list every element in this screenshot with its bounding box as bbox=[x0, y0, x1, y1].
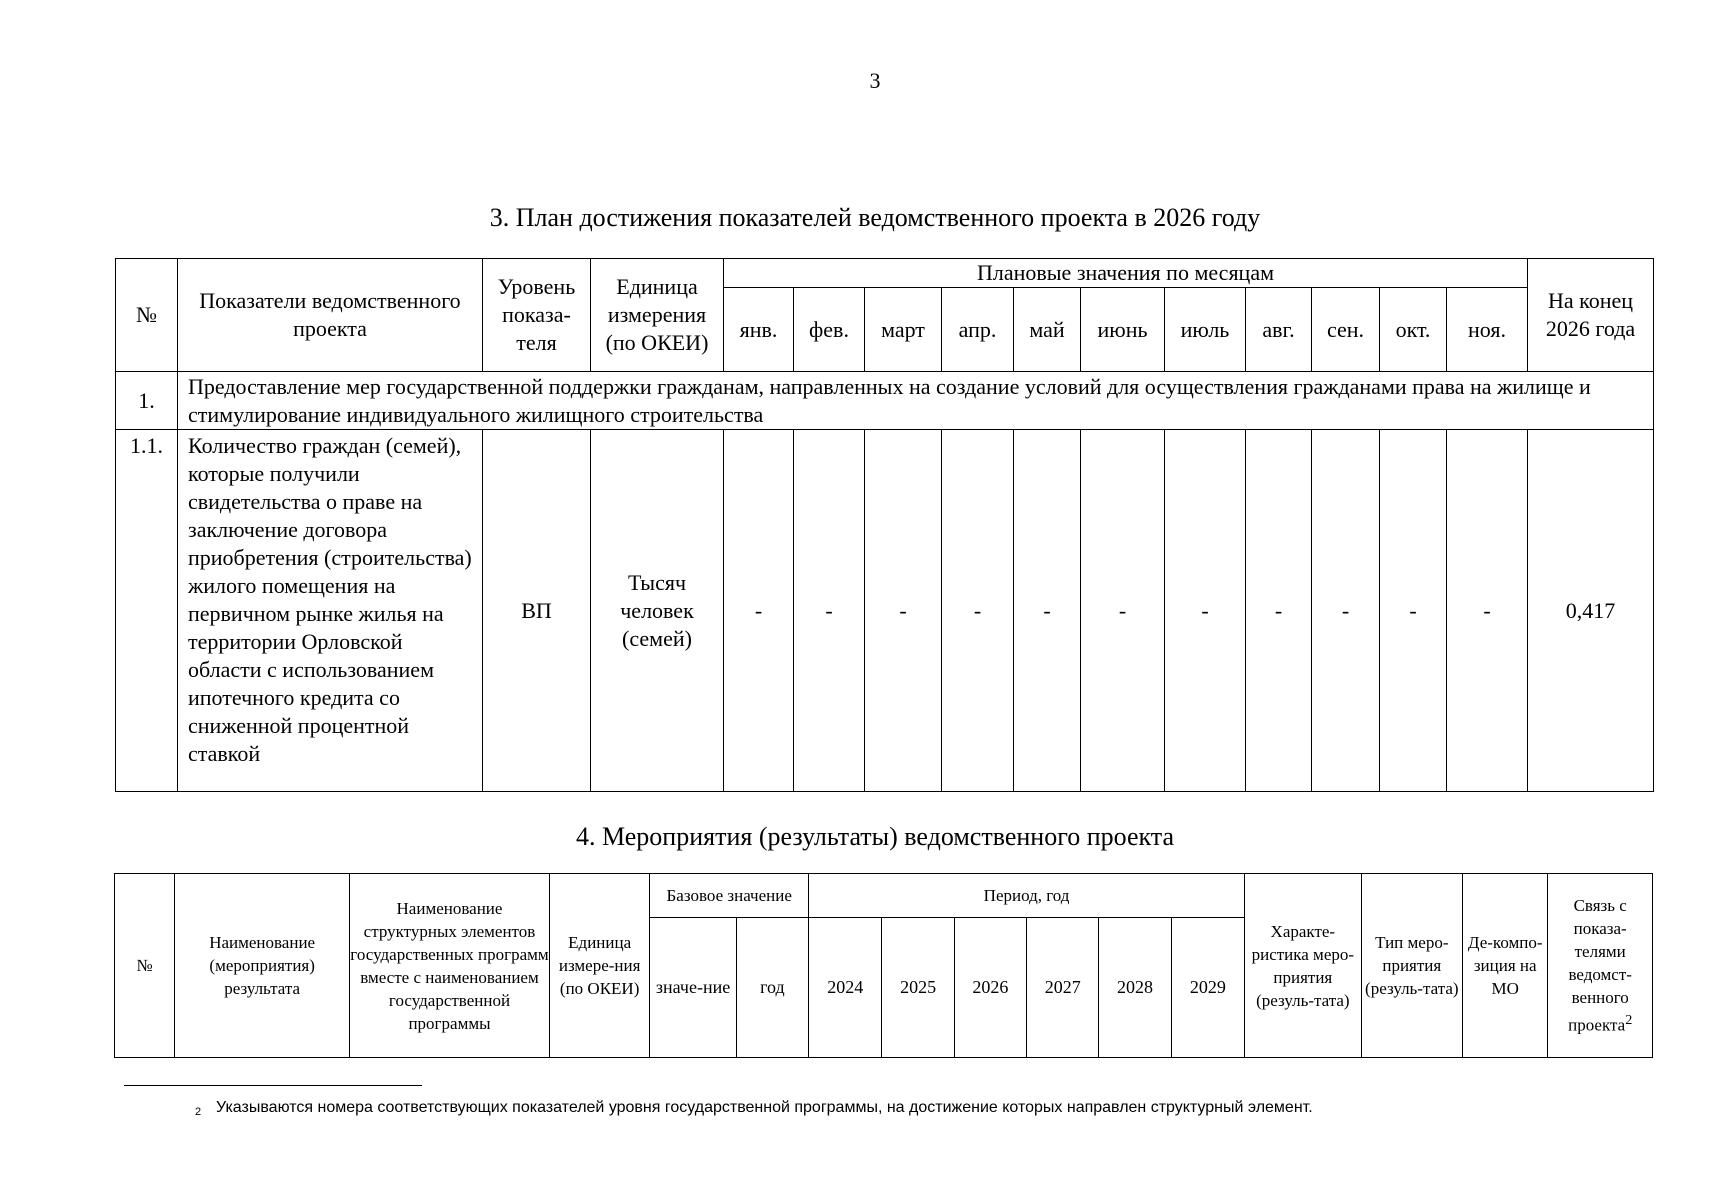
header-month: сен. bbox=[1312, 288, 1380, 372]
month-value: - bbox=[1014, 430, 1081, 792]
footnote bbox=[196, 1099, 1313, 1117]
data-row-level: ВП bbox=[483, 430, 591, 792]
month-value: - bbox=[1081, 430, 1165, 792]
header-year: 2025 bbox=[882, 918, 954, 1058]
header-unit: Единица измерения (по ОКЕИ) bbox=[591, 259, 724, 372]
header-month: янв. bbox=[724, 288, 794, 372]
table-row bbox=[116, 430, 1654, 792]
header-month: июль bbox=[1165, 288, 1246, 372]
header-planned-values: Плановые значения по месяцам bbox=[724, 259, 1528, 288]
header-year: 2028 bbox=[1099, 918, 1171, 1058]
section-row-text: Предоставление мер государственной поддержки гражданам, направленных на создание условий для осуществления гражданами права на жилище и стимулирование индивидуального жилищного строительства bbox=[178, 372, 1654, 430]
header-indicator: Показатели ведомственного проекта bbox=[178, 259, 483, 372]
header-structural-elements: Наименование структурных элементов государственных программ вместе с наименованием государственной программы bbox=[350, 874, 550, 1058]
month-value: - bbox=[1447, 430, 1528, 792]
header-base-value: Базовое значение bbox=[650, 874, 809, 918]
header-month: авг. bbox=[1246, 288, 1312, 372]
header-month: май bbox=[1014, 288, 1081, 372]
header-month: июнь bbox=[1081, 288, 1165, 372]
header-base-value-year: год bbox=[736, 918, 808, 1058]
activities-table bbox=[114, 873, 1653, 1058]
header-num: № bbox=[116, 259, 178, 372]
header-level: Уровень показа-теля bbox=[483, 259, 591, 372]
header-unit: Единица измере-ния (по ОКЕИ) bbox=[549, 874, 649, 1058]
header-decomposition: Де-компо-зиция на МО bbox=[1463, 874, 1548, 1058]
footnote-mark: 2 bbox=[195, 1106, 202, 1118]
month-value: - bbox=[1380, 430, 1447, 792]
month-value: - bbox=[794, 430, 865, 792]
data-row-indicator: Количество граждан (семей), которые получили свидетельства о праве на заключение договора приобретения (строительства) жилого помещения на первичном рынке жилья на территории Орловской области с использованием ипотечного кредита со сниженной процентной ставкой bbox=[178, 430, 483, 792]
data-row-num: 1.1. bbox=[116, 430, 178, 792]
header-base-value-value: значе-ние bbox=[650, 918, 736, 1058]
data-row-unit: Тысяч человек (семей) bbox=[591, 430, 724, 792]
table-row bbox=[116, 372, 1654, 430]
section-row-num: 1. bbox=[116, 372, 178, 430]
month-value: - bbox=[724, 430, 794, 792]
end-of-year-value: 0,417 bbox=[1528, 430, 1654, 792]
header-year: 2029 bbox=[1171, 918, 1244, 1058]
header-month: апр. bbox=[942, 288, 1014, 372]
header-year: 2027 bbox=[1027, 918, 1099, 1058]
header-month: ноя. bbox=[1447, 288, 1528, 372]
header-year: 2024 bbox=[809, 918, 882, 1058]
month-value: - bbox=[1246, 430, 1312, 792]
indicators-plan-table bbox=[115, 258, 1654, 792]
header-type: Тип меро-приятия (резуль-тата) bbox=[1361, 874, 1462, 1058]
header-link bbox=[1548, 874, 1653, 1058]
header-month: окт. bbox=[1380, 288, 1447, 372]
header-end-of-year: На конец 2026 года bbox=[1528, 259, 1654, 372]
header-name: Наименование (мероприятия) результата bbox=[175, 874, 350, 1058]
section-3-title: 3. План достижения показателей ведомственного проекта в 2026 году bbox=[489, 203, 1261, 232]
header-link-text: Связь с показа-телями ведомст-венного проекта bbox=[1568, 896, 1632, 1035]
header-year: 2026 bbox=[954, 918, 1026, 1058]
header-month: март bbox=[865, 288, 942, 372]
footnote-separator bbox=[124, 1085, 422, 1086]
footnote-reference: 2 bbox=[1625, 1012, 1633, 1029]
header-num: № bbox=[115, 874, 175, 1058]
month-value: - bbox=[1165, 430, 1246, 792]
month-value: - bbox=[1312, 430, 1380, 792]
header-month: фев. bbox=[794, 288, 865, 372]
footnote-text: Указываются номера соответствующих показателей уровня государственной программы, на достижение которых направлен структурный элемент. bbox=[216, 1099, 1313, 1116]
header-period: Период, год bbox=[809, 874, 1245, 918]
page-number: 3 bbox=[869, 68, 881, 93]
month-value: - bbox=[942, 430, 1014, 792]
month-value: - bbox=[865, 430, 942, 792]
section-4-title: 4. Мероприятия (результаты) ведомственного проекта bbox=[575, 822, 1174, 851]
header-characteristic: Характе-ристика меро-приятия (резуль-тата) bbox=[1245, 874, 1362, 1058]
